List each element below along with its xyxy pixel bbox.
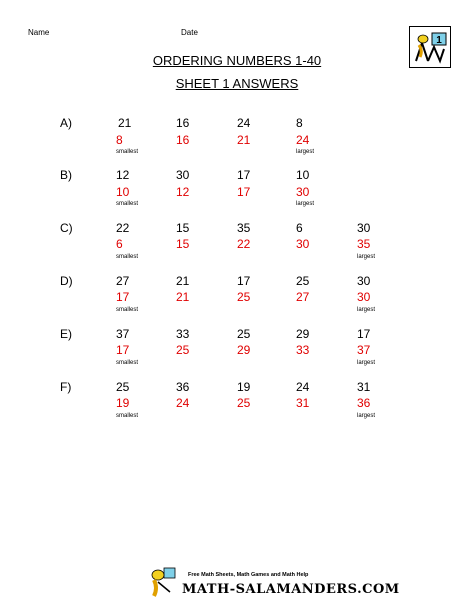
given-number: 10	[296, 168, 310, 182]
name-label: Name	[28, 28, 50, 37]
answer-number: 36	[357, 396, 371, 410]
answer-number: 37	[357, 343, 371, 357]
answer-number: 30	[296, 185, 310, 199]
answer-number: 6	[116, 237, 123, 251]
given-number: 15	[176, 221, 190, 235]
answer-number: 29	[237, 343, 251, 357]
given-number: 36	[176, 380, 190, 394]
answer-number: 21	[176, 290, 190, 304]
answer-number: 35	[357, 237, 371, 251]
given-number: 21	[118, 116, 132, 130]
given-number: 27	[116, 274, 130, 288]
given-number: 25	[296, 274, 310, 288]
answer-number: 27	[296, 290, 310, 304]
answer-number: 25	[176, 343, 190, 357]
answer-number: 17	[237, 185, 251, 199]
given-number: 24	[296, 380, 310, 394]
answer-number: 24	[176, 396, 190, 410]
given-number: 24	[237, 116, 251, 130]
given-number: 30	[357, 274, 371, 288]
given-number: 33	[176, 327, 190, 341]
smallest-note: smallest	[116, 413, 139, 419]
answer-number: 24	[296, 133, 310, 147]
answer-number: 8	[116, 133, 123, 147]
smallest-note: smallest	[116, 360, 139, 366]
row-label: E)	[60, 327, 72, 341]
answer-number: 15	[176, 237, 190, 251]
largest-note: largest	[357, 254, 376, 260]
given-number: 25	[116, 380, 130, 394]
footer-tagline: Free Math Sheets, Math Games and Math Help	[188, 572, 309, 578]
given-number: 6	[296, 221, 303, 235]
largest-note: largest	[296, 149, 315, 155]
row-label: D)	[60, 274, 73, 288]
given-number: 12	[116, 168, 130, 182]
answer-number: 30	[357, 290, 371, 304]
smallest-note: smallest	[116, 254, 139, 260]
largest-note: largest	[357, 413, 376, 419]
given-number: 17	[237, 168, 251, 182]
answer-number: 25	[237, 290, 251, 304]
largest-note: largest	[357, 360, 376, 366]
given-number: 29	[296, 327, 310, 341]
answer-number: 10	[116, 185, 130, 199]
given-number: 22	[116, 221, 130, 235]
given-number: 19	[237, 380, 251, 394]
answer-number: 25	[237, 396, 251, 410]
smallest-note: smallest	[116, 149, 139, 155]
largest-note: largest	[296, 201, 315, 207]
given-number: 35	[237, 221, 251, 235]
answer-number: 30	[296, 237, 310, 251]
given-number: 25	[237, 327, 251, 341]
given-number: 17	[237, 274, 251, 288]
page-title: ORDERING NUMBERS 1-40	[152, 53, 322, 68]
given-number: 17	[357, 327, 371, 341]
given-number: 21	[176, 274, 190, 288]
answer-number: 19	[116, 396, 130, 410]
smallest-note: smallest	[116, 201, 139, 207]
answer-number: 21	[237, 133, 251, 147]
footer-brand[interactable]: MATH-SALAMANDERS.COM	[182, 582, 400, 597]
answer-number: 31	[296, 396, 310, 410]
given-number: 31	[357, 380, 371, 394]
row-label: C)	[60, 221, 73, 235]
answer-number: 17	[116, 343, 130, 357]
given-number: 37	[116, 327, 130, 341]
row-label: F)	[60, 380, 72, 394]
given-number: 30	[176, 168, 190, 182]
row-label: B)	[60, 168, 72, 182]
given-number: 30	[357, 221, 371, 235]
largest-note: largest	[357, 307, 376, 313]
date-label: Date	[181, 28, 198, 37]
given-number: 8	[296, 116, 303, 130]
footer-salamander-icon	[148, 566, 178, 598]
answer-number: 12	[176, 185, 190, 199]
answer-number: 16	[176, 133, 190, 147]
given-number: 16	[176, 116, 190, 130]
page-subtitle: SHEET 1 ANSWERS	[175, 76, 299, 91]
row-label: A)	[60, 116, 72, 130]
answer-number: 22	[237, 237, 251, 251]
smallest-note: smallest	[116, 307, 139, 313]
logo-badge: 1	[436, 35, 442, 46]
answer-number: 33	[296, 343, 310, 357]
answer-number: 17	[116, 290, 130, 304]
